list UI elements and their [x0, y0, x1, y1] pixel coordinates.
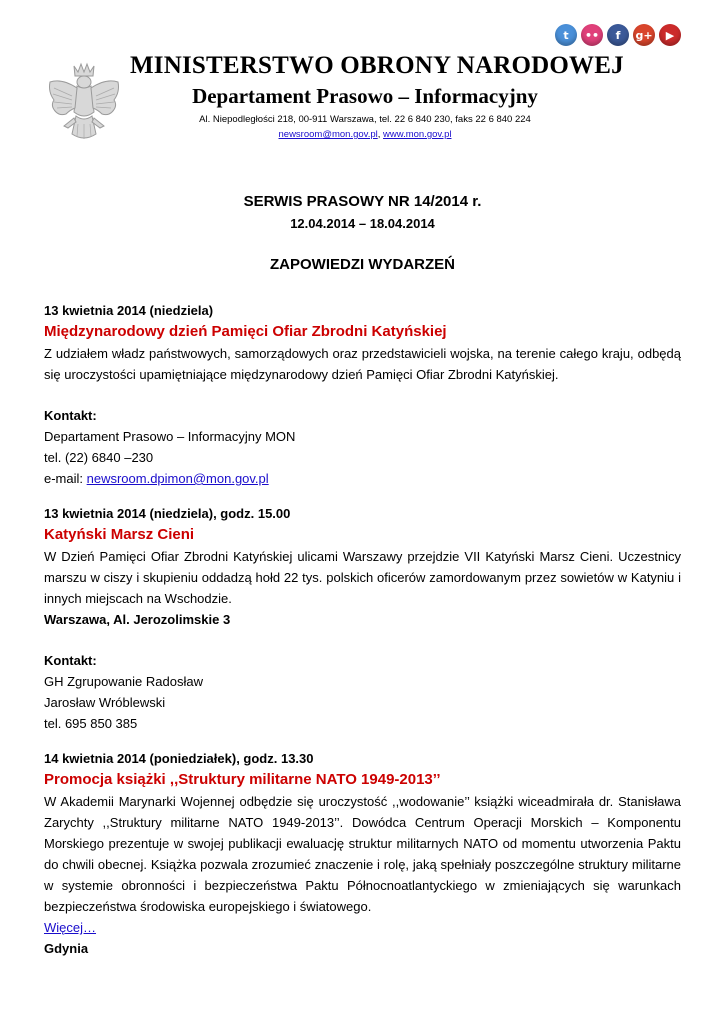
- contact-tel: tel. (22) 6840 –230: [44, 450, 154, 465]
- event-date: 14 kwietnia 2014 (poniedziałek), godz. 13.30: [44, 751, 314, 766]
- event-description: Z udziałem władz państwowych, samorządowych oraz przedstawicieli wojska, na terenie całego kraju, odbędą się uroczystości upamiętniające międzynarodowy dzień Pamięci Ofiar Zbrodni Katyńskiej.: [44, 346, 681, 382]
- event-description: W Akademii Marynarki Wojennej odbędzie się uroczystość ,,wodowanie’’ książki wiceadmirała dr. Stanisława Zarychty ,,Struktury militarne NATO 1949-2013’’. Dowódca Centrum Operacji Morskich – Komponentu Morskiego prezentuje w swojej publikacji ewaluację struktur militarnych NATO od momentu utworzenia Paktu do chwili obecnej. Książka pozwala zrozumieć znaczenie i rolę, jaką spełniały poszczególne struktury militarne w systemie obronności i bezpieczeństwa Paktu Północnoatlantyckiego w zmieniających się warunkach bezpieczeństwa środowiska europejskiego i światowego.: [44, 794, 681, 914]
- serwis-dates: 12.04.2014 – 18.04.2014: [290, 216, 435, 231]
- section-title: ZAPOWIEDZI WYDARZEŃ: [270, 256, 455, 273]
- ministry-title: MINISTERSTWO OBRONY NARODOWEJ: [130, 52, 624, 79]
- contact-person: Jarosław Wróblewski: [44, 695, 166, 710]
- flickr-icon[interactable]: ••: [581, 24, 603, 46]
- event-3: [44, 748, 681, 959]
- events-list: [44, 300, 681, 959]
- google-plus-icon[interactable]: g+: [633, 24, 655, 46]
- event-description: W Dzień Pamięci Ofiar Zbrodni Katyńskiej ulicami Warszawy przejdzie VII Katyński Marsz Cieni. Uczestnicy marszu w ciszy i skupieniu oddadzą hołd 22 tys. polskich oficerów zamordowanym przez sowietów w Katyniu i innych miejscach na Wschodzie.: [44, 549, 681, 606]
- twitter-icon[interactable]: t: [555, 24, 577, 46]
- link-separator: ,: [377, 129, 384, 140]
- contact-tel: tel. 695 850 385: [44, 716, 138, 731]
- event-date: 13 kwietnia 2014 (niedziela): [44, 303, 214, 318]
- contact-email-prefix: e-mail:: [44, 471, 87, 486]
- contact-label: Kontakt:: [44, 653, 97, 668]
- facebook-icon[interactable]: f: [607, 24, 629, 46]
- header-links: [130, 129, 600, 140]
- more-link[interactable]: Więcej…: [44, 920, 97, 935]
- contact-org: GH Zgrupowanie Radosław: [44, 674, 203, 689]
- social-icons: [555, 24, 681, 46]
- contact-label: Kontakt:: [44, 408, 97, 423]
- website-link[interactable]: www.mon.gov.pl: [383, 129, 452, 140]
- contact-org: Departament Prasowo – Informacyjny MON: [44, 429, 296, 444]
- event-location: Gdynia: [44, 941, 89, 956]
- department-subtitle: Departament Prasowo – Informacyjny: [192, 84, 538, 108]
- event-2: [44, 503, 681, 734]
- event-title: Międzynarodowy dzień Pamięci Ofiar Zbrodni Katyńskiej: [44, 323, 447, 340]
- event-date: 13 kwietnia 2014 (niedziela), godz. 15.00: [44, 506, 291, 521]
- contact-email-line: [44, 468, 681, 489]
- contact-email-link[interactable]: newsroom.dpimon@mon.gov.pl: [86, 471, 269, 486]
- event-title: Katyński Marsz Cieni: [44, 526, 195, 543]
- newsroom-email-link[interactable]: newsroom@mon.gov.pl: [278, 129, 378, 140]
- eagle-emblem-icon: [44, 60, 124, 148]
- event-location: Warszawa, Al. Jerozolimskie 3: [44, 612, 231, 627]
- youtube-icon[interactable]: ▶: [659, 24, 681, 46]
- serwis-title: SERWIS PRASOWY NR 14/2014 r.: [243, 193, 482, 210]
- event-1: [44, 300, 681, 489]
- event-title: Promocja książki ,,Struktury militarne NATO 1949-2013’’: [44, 771, 441, 788]
- ministry-address: Al. Niepodległości 218, 00-911 Warszawa, tel. 22 6 840 230, faks 22 6 840 224: [199, 114, 531, 125]
